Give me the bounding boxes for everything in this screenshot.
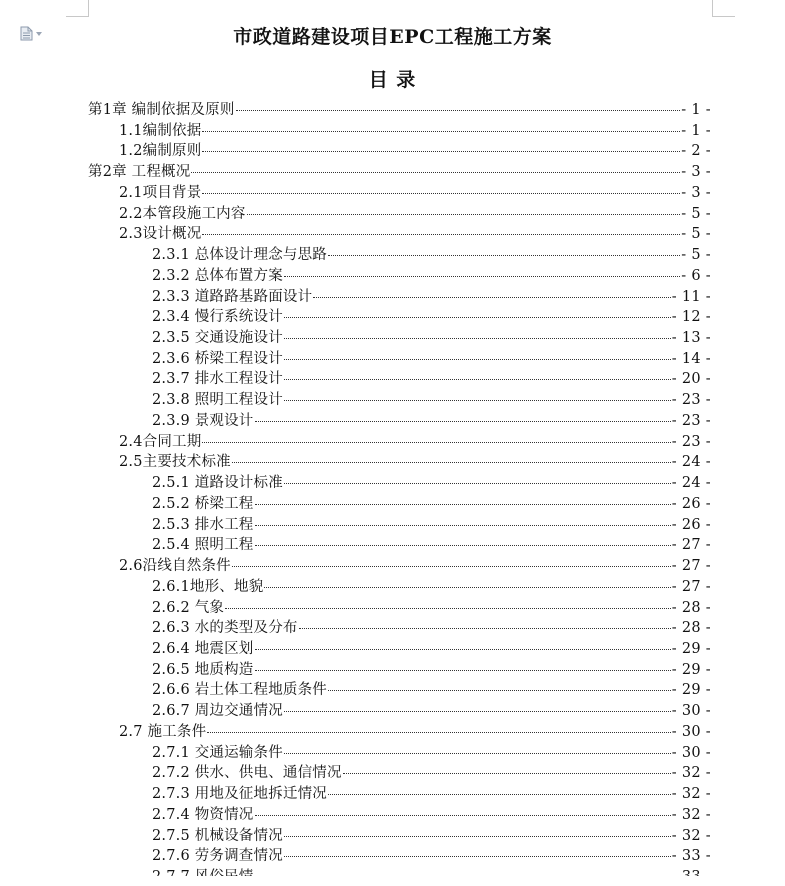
- toc-leader-dots: [313, 297, 670, 298]
- crop-mark-top-left-horizontal: [66, 16, 89, 17]
- toc-entry[interactable]: [88, 160, 711, 181]
- toc-entry-page: - 28 -: [671, 620, 711, 637]
- toc-entry[interactable]: [119, 139, 711, 160]
- toc-entry[interactable]: [152, 243, 711, 264]
- toc-leader-dots: [255, 545, 671, 546]
- toc-entry[interactable]: [152, 305, 711, 326]
- toc-entry-page: - 33 -: [671, 848, 711, 865]
- toc-entry-page: - 14 -: [671, 350, 711, 367]
- toc-entry[interactable]: [152, 492, 711, 513]
- toc-entry[interactable]: [152, 658, 711, 679]
- toc-leader-dots: [284, 836, 671, 837]
- toc-leader-dots: [191, 172, 680, 173]
- toc-entry-page: - 27 -: [671, 537, 711, 554]
- toc-entry-title: 2.3.7 排水工程设计: [152, 371, 283, 388]
- toc-entry[interactable]: [152, 513, 711, 534]
- toc-leader-dots: [284, 753, 671, 754]
- toc-entry[interactable]: [119, 181, 711, 202]
- crop-mark-top-left-vertical: [88, 0, 89, 17]
- toc-entry-title: 2.3.2 总体布置方案: [152, 267, 283, 284]
- toc-entry-title: 2.3.9 景观设计: [152, 412, 254, 429]
- toc-entry[interactable]: [119, 430, 711, 451]
- toc-entry[interactable]: [152, 782, 711, 803]
- toc-leader-dots: [255, 815, 671, 816]
- toc-heading: 目 录: [368, 69, 417, 91]
- toc-entry[interactable]: [152, 761, 711, 782]
- toc-entry-title: 2.7.6 劳务调查情况: [152, 848, 283, 865]
- toc-entry-page: - 29 -: [671, 640, 711, 657]
- toc-entry[interactable]: [152, 803, 711, 824]
- toc-leader-dots: [225, 608, 671, 609]
- toc-leader-dots: [328, 690, 671, 691]
- toc-entry-page: - 5 -: [681, 205, 711, 222]
- toc-entry-page: - 23 -: [671, 412, 711, 429]
- toc-entry-title: 2.5主要技术标准: [119, 454, 231, 471]
- toc-leader-dots: [236, 110, 681, 111]
- toc-entry[interactable]: [152, 409, 711, 430]
- toc-entry-page: - 30 -: [671, 723, 711, 740]
- toc-entry-title: 2.7.3 用地及征地拆迁情况: [152, 786, 328, 803]
- toc-leader-dots: [255, 525, 671, 526]
- toc-entry-page: - 11 -: [671, 288, 711, 305]
- toc-entry-page: - 32 -: [671, 765, 711, 782]
- toc-leader-dots: [202, 193, 680, 194]
- toc-entry-page: - 29 -: [671, 661, 711, 678]
- toc-entry-page: - 12 -: [671, 309, 711, 326]
- toc-entry-title: 2.3.3 道路路基路面设计: [152, 288, 313, 305]
- toc-entry-page: - 20 -: [671, 371, 711, 388]
- toc-leader-dots: [232, 566, 671, 567]
- toc-entry-page: - 3 -: [681, 164, 711, 181]
- toc-entry-page: - 1 -: [681, 122, 711, 139]
- toc-entry-title: 第1章 编制依据及原则: [88, 102, 235, 118]
- toc-entry-title: 2.6.1地形、地貌: [152, 578, 264, 595]
- toc-entry-title: 2.6.4 地震区划: [152, 640, 254, 657]
- toc-entry[interactable]: [119, 720, 711, 741]
- toc-entry-title: 第2章 工程概况: [88, 164, 191, 181]
- toc-entry-title: 2.6沿线自然条件: [119, 558, 231, 575]
- toc-leader-dots: [284, 856, 671, 857]
- toc-entry-page: - 27 -: [671, 578, 711, 595]
- toc-entry[interactable]: [88, 98, 711, 119]
- toc-entry-title: 2.1项目背景: [119, 184, 202, 201]
- toc-leader-dots: [255, 421, 671, 422]
- toc-leader-dots: [232, 462, 671, 463]
- toc-entry[interactable]: [119, 119, 711, 140]
- toc-entry-page: - 23 -: [671, 392, 711, 409]
- toc-entry-title: 2.3.5 交通设施设计: [152, 330, 283, 347]
- crop-mark-top-right-horizontal: [712, 16, 735, 17]
- toc-entry-page: - 6 -: [681, 267, 711, 284]
- toc-entry-title: 2.6.5 地质构造: [152, 661, 254, 678]
- toc-entry[interactable]: [119, 554, 711, 575]
- toc-leader-dots: [284, 711, 671, 712]
- toc-entry-page: - 24 -: [671, 475, 711, 492]
- toc-entry-page: - 2 -: [681, 143, 711, 160]
- toc-entry[interactable]: [119, 222, 711, 243]
- toc-leader-dots: [247, 214, 681, 215]
- toc-entry[interactable]: [152, 264, 711, 285]
- toc-entry-page: - 32 -: [671, 827, 711, 844]
- toc-leader-dots: [284, 317, 671, 318]
- toc-entry[interactable]: [152, 285, 711, 306]
- toc-leader-dots: [299, 628, 671, 629]
- toc-entry-page: - 3 -: [681, 184, 711, 201]
- toc-leader-dots: [284, 359, 671, 360]
- toc-entry-title: 2.7 施工条件: [119, 723, 207, 740]
- toc-entry[interactable]: [152, 388, 711, 409]
- toc-entry-title: 2.5.1 道路设计标准: [152, 475, 283, 492]
- toc-entry-title: 2.3.4 慢行系统设计: [152, 309, 283, 326]
- toc-leader-dots: [284, 379, 671, 380]
- toc-entry[interactable]: [119, 202, 711, 223]
- toc-leader-dots: [328, 255, 680, 256]
- toc-leader-dots: [284, 483, 671, 484]
- toc-entry-page: - 23 -: [671, 433, 711, 450]
- toc-leader-dots: [207, 732, 670, 733]
- toc-leader-dots: [202, 131, 680, 132]
- toc-entry-title: 1.1编制依据: [119, 122, 202, 139]
- toc-leader-dots: [255, 649, 671, 650]
- toc-entry[interactable]: [152, 844, 711, 865]
- toc-entry-page: - 1 -: [681, 102, 711, 118]
- toc-entry-page: - 29 -: [671, 682, 711, 699]
- crop-mark-top-right-vertical: [712, 0, 713, 17]
- toc-entry[interactable]: [152, 533, 711, 554]
- toc-entry[interactable]: [152, 596, 711, 617]
- toc-leader-dots: [202, 151, 680, 152]
- toc-entry-page: - 28 -: [671, 599, 711, 616]
- toc-entry-page: - 32 -: [671, 806, 711, 823]
- toc-leader-dots: [255, 670, 671, 671]
- toc-entry-title: 2.6.7 周边交通情况: [152, 703, 283, 720]
- toc-entry[interactable]: [152, 637, 711, 658]
- toc-entry[interactable]: [152, 575, 711, 596]
- toc-entry-page: - 13 -: [671, 330, 711, 347]
- toc-entry-page: - 30 -: [671, 703, 711, 720]
- toc-entry-title: 2.3.6 桥梁工程设计: [152, 350, 283, 367]
- toc-entry-title: 2.7.2 供水、供电、通信情况: [152, 765, 342, 782]
- toc-entry-title: 2.4合同工期: [119, 433, 202, 450]
- toc-leader-dots: [202, 442, 670, 443]
- toc-entry-title: 2.2本管段施工内容: [119, 205, 246, 222]
- toc-leader-dots: [202, 234, 680, 235]
- toc-entry-title: 2.5.3 排水工程: [152, 516, 254, 533]
- toc-entry[interactable]: [152, 367, 711, 388]
- toc-entry[interactable]: [119, 450, 711, 471]
- toc-entry[interactable]: [152, 699, 711, 720]
- toc-entry-title: 2.7.1 交通运输条件: [152, 744, 283, 761]
- document-title: 市政道路建设项目EPC工程施工方案: [233, 26, 552, 48]
- toc-entry-title: 2.6.3 水的类型及分布: [152, 620, 298, 637]
- toc-entry[interactable]: [152, 471, 711, 492]
- toc-leader-dots: [284, 400, 671, 401]
- toc-entry-page: - 32 -: [671, 786, 711, 803]
- page-bottom-edge: [0, 876, 785, 883]
- toc-entry-page: - 26 -: [671, 495, 711, 512]
- toc-entry-title: 2.7.5 机械设备情况: [152, 827, 283, 844]
- toc-entry-page: - 24 -: [671, 454, 711, 471]
- toc-entry-title: 2.5.4 照明工程: [152, 537, 254, 554]
- toc-entry-title: 1.2编制原则: [119, 143, 202, 160]
- toc-entry-title: 2.6.2 气象: [152, 599, 225, 616]
- toc-entry-page: - 5 -: [681, 247, 711, 264]
- toc-entry[interactable]: [152, 616, 711, 637]
- toc-entry-page: - 30 -: [671, 744, 711, 761]
- toc-entry[interactable]: [152, 326, 711, 347]
- toc-entry-page: - 26 -: [671, 516, 711, 533]
- toc-entry-title: 2.7.4 物资情况: [152, 806, 254, 823]
- toc-entry[interactable]: [152, 347, 711, 368]
- toc-entry-title: 2.6.6 岩土体工程地质条件: [152, 682, 328, 699]
- toc-leader-dots: [343, 773, 671, 774]
- toc-entry[interactable]: [152, 678, 711, 699]
- toc-leader-dots: [284, 338, 671, 339]
- toc-leader-dots: [328, 794, 671, 795]
- toc-leader-dots: [284, 276, 680, 277]
- toc-leader-dots: [255, 504, 671, 505]
- toc-entry[interactable]: [152, 824, 711, 845]
- toc-entry-title: 2.3设计概况: [119, 226, 202, 243]
- toc-entry-page: - 27 -: [671, 558, 711, 575]
- toc-entry-title: 2.5.2 桥梁工程: [152, 495, 254, 512]
- toc-entry-title: 2.3.1 总体设计理念与思路: [152, 247, 328, 264]
- toc-entry-title: 2.3.8 照明工程设计: [152, 392, 283, 409]
- toc-entry[interactable]: [152, 741, 711, 762]
- toc-entry-page: - 5 -: [681, 226, 711, 243]
- toc-leader-dots: [264, 587, 670, 588]
